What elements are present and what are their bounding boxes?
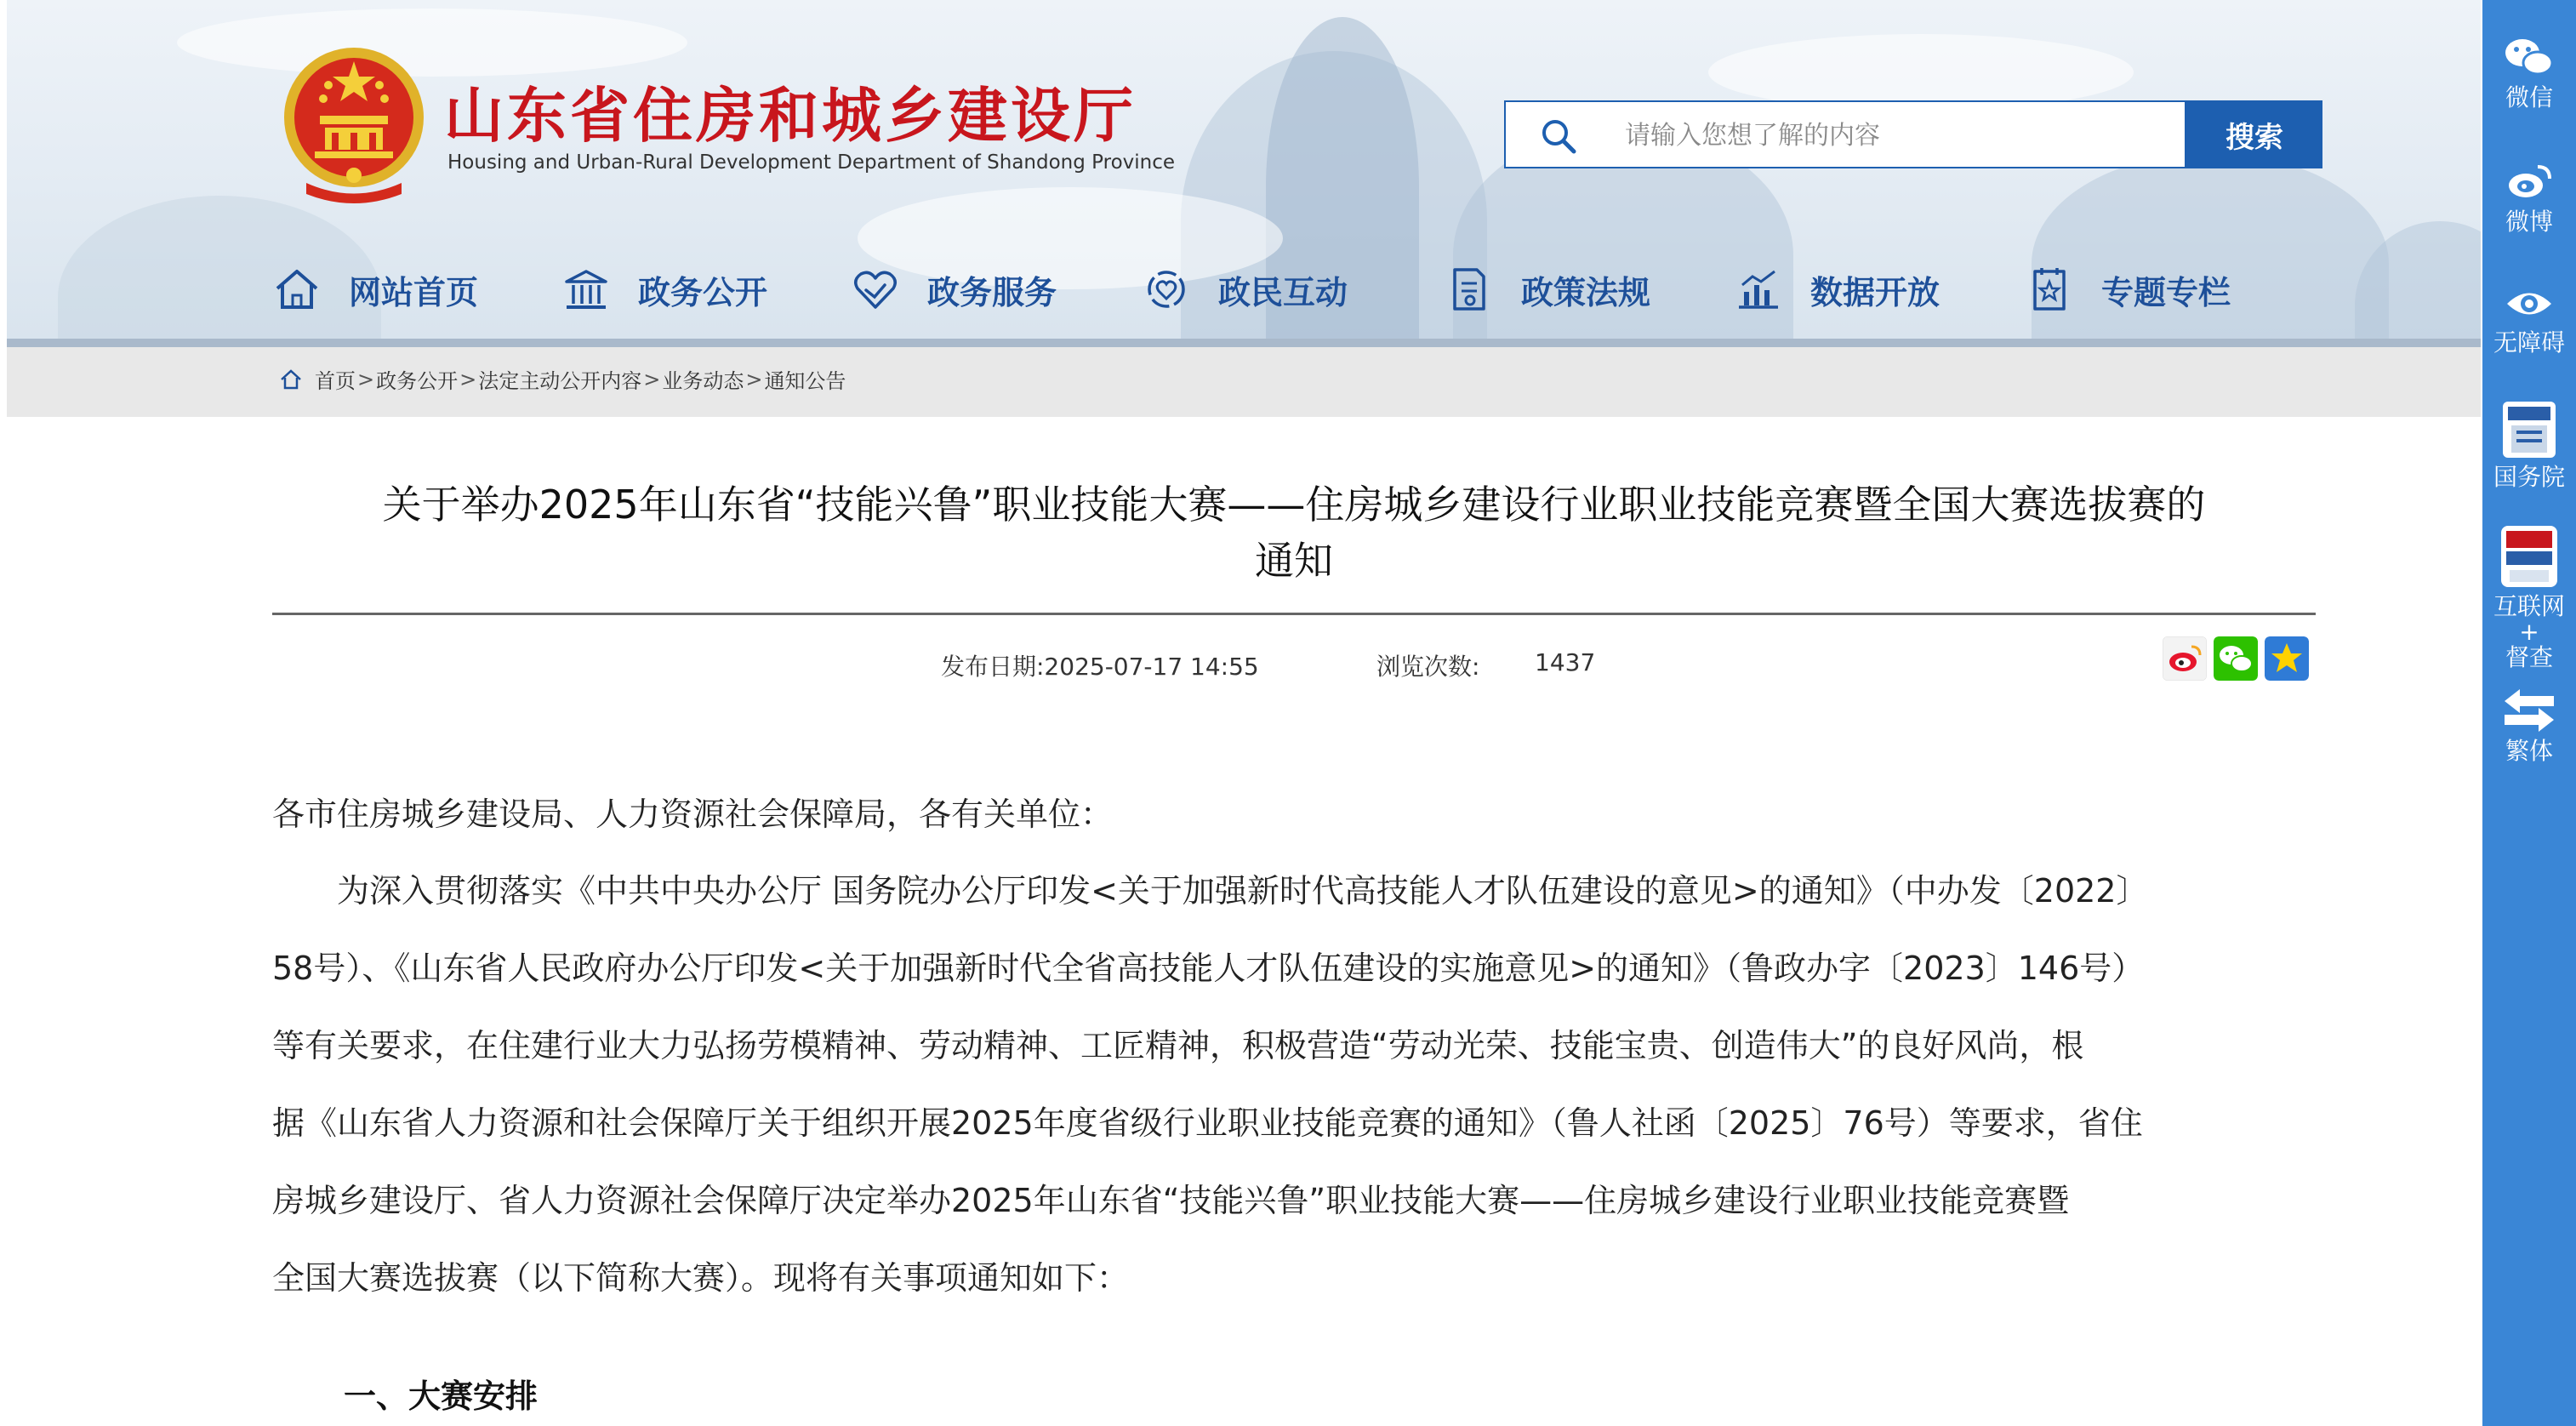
nav-label: 政务服务 xyxy=(927,273,1057,311)
search-icon xyxy=(1540,117,1577,155)
home-icon xyxy=(272,265,322,314)
sidebar-item-accessibility[interactable] xyxy=(2482,282,2576,356)
article-title-line: 关于举办2025年山东省“技能兴鲁”职业技能大赛——住房城乡建设行业职业技能竞赛暨全国大赛选拔赛的 xyxy=(382,482,2206,528)
favorite-star-icon[interactable] xyxy=(2265,636,2309,681)
nav-label: 政民互动 xyxy=(1218,273,1348,311)
nav-label: 政策法规 xyxy=(1521,273,1651,311)
breadcrumb-separator: > xyxy=(745,367,763,391)
sidebar-label: + xyxy=(2519,618,2539,646)
eye-icon xyxy=(2504,282,2555,325)
nav-item-special-topics[interactable] xyxy=(2025,255,2231,323)
paragraph-line: 全国大赛选拔赛（以下简称大赛）。现将有关事项通知如下： xyxy=(272,1259,1130,1297)
sidebar-label: 微博 xyxy=(2505,208,2553,236)
sidebar-label: 无障碍 xyxy=(2493,328,2565,356)
article-title-line: 通知 xyxy=(1255,538,1333,584)
nav-item-open-data[interactable] xyxy=(1734,255,1940,323)
search-box xyxy=(1504,100,2186,168)
sidebar-label: 微信 xyxy=(2505,83,2553,111)
breadcrumb-link-notices[interactable]: 通知公告 xyxy=(764,369,846,393)
nav-item-interaction[interactable] xyxy=(1142,255,1348,323)
handshake-heart-icon xyxy=(851,265,900,314)
nav-label: 网站首页 xyxy=(349,273,479,311)
document-icon xyxy=(1445,265,1494,314)
star-file-icon xyxy=(2025,265,2074,314)
nav-item-policies[interactable] xyxy=(1445,255,1650,323)
chart-icon xyxy=(1734,265,1783,314)
wechat-icon xyxy=(2502,34,2556,80)
nav-label: 专题专栏 xyxy=(2101,273,2231,311)
search-button[interactable]: 搜索 xyxy=(2186,100,2322,168)
sidebar-item-wechat[interactable] xyxy=(2482,34,2576,111)
sidebar-item-weibo[interactable] xyxy=(2482,158,2576,235)
breadcrumb-separator: > xyxy=(643,367,661,391)
title-divider xyxy=(272,613,2316,615)
breadcrumb-separator: > xyxy=(357,367,375,391)
nav-divider xyxy=(7,339,2481,347)
switch-arrows-icon xyxy=(2501,686,2557,733)
breadcrumb xyxy=(279,364,846,394)
site-title: 山东省住房和城乡建设厅 xyxy=(444,81,1137,151)
government-building-icon xyxy=(561,265,611,314)
nav-item-government-affairs[interactable] xyxy=(561,255,767,323)
interaction-icon xyxy=(1142,265,1191,314)
nav-label: 政务公开 xyxy=(638,273,768,311)
salutation: 各市住房城乡建设局、人力资源社会保障局，各有关单位： xyxy=(272,796,1114,833)
cloud-decoration xyxy=(1708,34,2134,111)
sidebar-item-state-council[interactable] xyxy=(2482,400,2576,490)
site-subtitle: Housing and Urban-Rural Development Department of Shandong Province xyxy=(447,151,1176,174)
breadcrumb-link-government-affairs[interactable]: 政务公开 xyxy=(376,369,459,393)
views-count: 1437 xyxy=(1535,648,1596,676)
nav-label: 数据开放 xyxy=(1810,273,1941,311)
breadcrumb-link-home[interactable]: 首页 xyxy=(315,369,356,393)
state-council-icon xyxy=(2501,400,2557,459)
paragraph-line: 58号）、《山东省人民政府办公厅印发<关于加强新时代全省高技能人才队伍建设的实施意见>的通知》（鲁政办字〔2023〕146号） xyxy=(272,950,2145,987)
sidebar-item-internet-inspection[interactable] xyxy=(2482,524,2576,670)
sidebar-label: 督查 xyxy=(2505,643,2553,671)
paragraph-line: 据《山东省人力资源和社会保障厅关于组织开展2025年度省级行业职业技能竞赛的通知》（鲁人社函〔2025〕76号）等要求，省住 xyxy=(272,1104,2143,1142)
breadcrumb-link-business-news[interactable]: 业务动态 xyxy=(662,369,744,393)
right-sidebar xyxy=(2482,0,2576,1426)
sidebar-label: 国务院 xyxy=(2493,463,2565,491)
sidebar-label: 繁体 xyxy=(2505,737,2553,765)
views-label: 浏览次数: xyxy=(1376,653,1480,681)
share-weibo-icon[interactable] xyxy=(2163,636,2207,681)
paragraph-line: 等有关要求，在住建行业大力弘扬劳模精神、劳动精神、工匠精神，积极营造“劳动光荣、技能宝贵、创造伟大”的良好风尚，根 xyxy=(272,1027,2084,1064)
share-wechat-icon[interactable] xyxy=(2214,636,2258,681)
internet-inspection-icon xyxy=(2499,524,2559,589)
section-heading: 一、大赛安排 xyxy=(344,1378,539,1415)
breadcrumb-bar xyxy=(7,347,2481,417)
weibo-icon xyxy=(2504,158,2555,204)
sidebar-item-traditional-chinese[interactable] xyxy=(2482,686,2576,764)
paragraph-line: 房城乡建设厅、省人力资源社会保障厅决定举办2025年山东省“技能兴鲁”职业技能大赛——住房城乡建设行业职业技能竞赛暨 xyxy=(272,1182,2070,1219)
national-emblem-icon xyxy=(281,43,427,204)
home-icon xyxy=(279,368,303,391)
paragraph-line: 为深入贯彻落实《中共中央办公厅 国务院办公厅印发<关于加强新时代高技能人才队伍建设的意见>的通知》（中办发〔2022〕 xyxy=(272,872,2149,910)
sidebar-label: 互联网 xyxy=(2493,592,2565,620)
main-nav xyxy=(7,255,2481,323)
article-title xyxy=(272,476,2316,589)
publish-date: 发布日期:2025-07-17 14:55 xyxy=(941,653,1259,681)
breadcrumb-link-disclosure[interactable]: 法定主动公开内容 xyxy=(478,369,642,393)
site-header xyxy=(7,0,2481,339)
search-input[interactable] xyxy=(1625,112,2152,158)
breadcrumb-separator: > xyxy=(459,367,477,391)
cloud-decoration xyxy=(177,9,687,77)
nav-item-government-services[interactable] xyxy=(851,255,1057,323)
nav-item-home[interactable] xyxy=(272,255,478,323)
